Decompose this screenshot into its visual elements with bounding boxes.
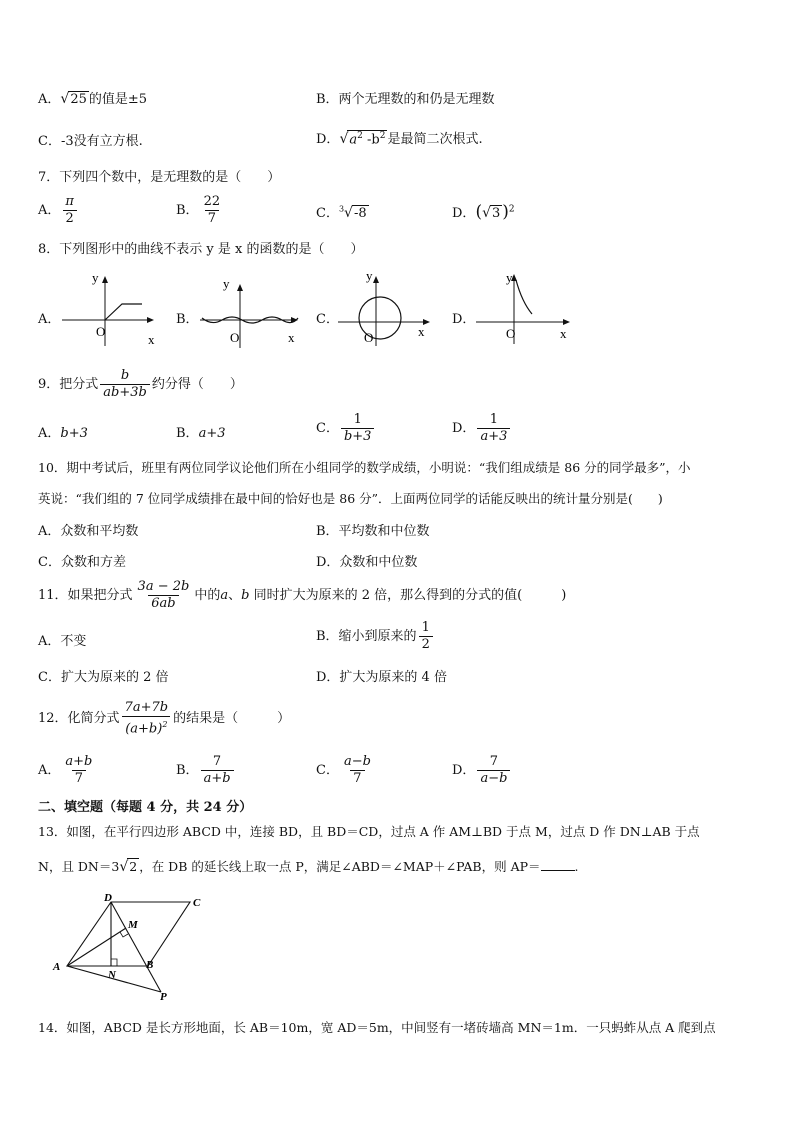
stem-text: 同时扩大为原来的 2 倍，那么得到的分式的值( ) <box>249 588 567 603</box>
numerator: a+b <box>65 754 93 769</box>
exp: 2 <box>357 130 363 141</box>
right-angle-m <box>120 932 128 937</box>
exp: 2 <box>379 130 386 141</box>
label-b: B <box>146 959 154 971</box>
cbrt-symbol: √ <box>344 205 353 221</box>
origin-label: O <box>364 330 374 345</box>
fraction <box>341 412 375 445</box>
stem-text: ，在 DB 的延长线上取一点 P，满足∠ABD＝∠MAP＋∠PAB，则 AP＝ <box>139 859 541 874</box>
fraction <box>62 754 95 787</box>
numerator: 1 <box>489 412 499 427</box>
option-label: C． <box>316 421 339 436</box>
origin-label: O <box>230 330 240 345</box>
sqrt-symbol: √ <box>482 205 491 221</box>
label-d: D <box>104 892 112 904</box>
q10-line2: 英说：“我们组的 7 位同学成绩排在最中间的恰好也是 86 分”．上面两位同学的话能反映出的统计量分别是( ) <box>38 491 663 506</box>
denominator: 7 <box>205 210 219 227</box>
exp: 2 <box>508 204 515 215</box>
radicand: 25 <box>70 92 87 107</box>
q13-figure <box>50 890 220 1006</box>
fraction <box>341 754 374 787</box>
curve <box>105 304 142 320</box>
stem-text: 约分得（ ） <box>151 377 243 392</box>
stem-text: N，且 DN＝ <box>38 859 112 874</box>
option-label: D． <box>452 206 476 221</box>
q8-label-b: B． <box>176 312 199 327</box>
q8-label-a: A． <box>38 312 61 327</box>
q7-option-b <box>176 194 225 227</box>
curve <box>516 280 532 314</box>
origin-label: O <box>506 326 516 341</box>
q10-option-b: B．平均数和中位数 <box>316 524 430 539</box>
q6-option-a <box>38 88 147 107</box>
fraction <box>477 412 510 445</box>
numerator: 1 <box>421 620 430 635</box>
q6-option-c: C．-3没有立方根. <box>38 134 143 149</box>
answer-blank[interactable] <box>541 858 575 871</box>
option-label: A． <box>38 763 61 778</box>
minus-b: -b <box>362 132 380 147</box>
q12-option-a <box>38 754 97 787</box>
label-c: C <box>193 897 201 909</box>
separator: 、 <box>228 588 242 603</box>
option-label: B． <box>176 763 199 778</box>
radicand: -8 <box>353 206 367 221</box>
q9-stem <box>38 368 243 401</box>
q8-stem: 8．下列图形中的曲线不表示 y 是 x 的函数的是（ ） <box>38 242 364 257</box>
q7-stem: 7．下列四个数中，是无理数的是（ ） <box>38 170 281 185</box>
label-m: M <box>128 919 138 931</box>
sqrt-symbol: √ <box>60 91 70 107</box>
segment-dp <box>111 902 161 992</box>
option-label: B． <box>176 426 199 441</box>
option-value: b+3 <box>60 426 88 441</box>
q7-option-d <box>452 202 515 222</box>
x-arrow <box>563 319 570 325</box>
x-label: x <box>418 324 425 339</box>
q11-stem <box>38 579 566 612</box>
q10-option-d: D．众数和中位数 <box>316 555 418 570</box>
q6-option-d <box>316 128 483 147</box>
option-label: A． <box>38 426 61 441</box>
denominator: 2 <box>419 636 433 653</box>
stem-text: 11．如果把分式 <box>38 588 133 603</box>
q7-option-a <box>38 194 79 227</box>
x-label: x <box>288 330 295 345</box>
q9-option-a <box>38 422 88 441</box>
denominator: 7 <box>350 770 364 787</box>
q8-label-d: D． <box>452 312 476 327</box>
q8-label-c: C． <box>316 312 339 327</box>
y-label: y <box>366 268 373 283</box>
paren-open: ( <box>475 202 483 222</box>
q11-option-c: C．扩大为原来的 2 倍 <box>38 670 169 685</box>
y-arrow <box>237 284 243 291</box>
denominator: 6ab <box>148 595 178 612</box>
option-label: D． <box>452 421 476 436</box>
radicand: 2 <box>129 859 138 874</box>
origin-label: O <box>96 324 106 339</box>
y-label: y <box>92 270 99 285</box>
denominator: a+b <box>201 770 234 787</box>
section-title: 二、填空题（每题 4 分，共 24 分） <box>38 800 253 815</box>
q7-option-c <box>316 202 369 221</box>
fraction <box>135 579 193 612</box>
q12-stem <box>38 700 290 737</box>
denominator: a+3 <box>477 428 510 445</box>
q13-line1: 13．如图，在平行四边形 ABCD 中，连接 BD，且 BD＝CD，过点 A 作 AM⊥BD 于点 M，过点 D 作 DN⊥AB 于点 <box>38 824 700 839</box>
y-label: y <box>223 276 230 291</box>
denominator: b+3 <box>341 428 375 445</box>
x-label: x <box>560 326 567 341</box>
exp: 2 <box>162 720 168 729</box>
numerator: b <box>120 368 130 383</box>
q8-graph-d <box>474 268 578 346</box>
fraction <box>62 194 77 227</box>
q12-option-c <box>316 754 376 787</box>
var-a: a <box>349 132 358 147</box>
q12-option-d <box>452 754 512 787</box>
x-label: x <box>148 332 155 347</box>
numerator: 1 <box>353 412 362 427</box>
q11-option-d: D．扩大为原来的 4 倍 <box>316 670 447 685</box>
option-text: 是最简二次根式. <box>387 132 483 147</box>
x-arrow <box>147 317 154 323</box>
q10-line1: 10．期中考试后，班里有两位同学议论他们所在小组同学的数学成绩，小明说：“我们组成绩是 86 分的同学最多”，小 <box>38 460 691 475</box>
q10-option-a: A．众数和平均数 <box>38 524 139 539</box>
fraction <box>122 700 172 737</box>
q9-option-b <box>176 422 225 441</box>
option-label: C． <box>316 206 339 221</box>
option-label: D． <box>452 763 476 778</box>
stem-text: 9．把分式 <box>38 377 99 392</box>
radicand <box>347 130 387 147</box>
numerator: π <box>65 194 74 209</box>
q12-option-b <box>176 754 236 787</box>
q11-option-a: A．不变 <box>38 634 87 649</box>
radicand: 3 <box>492 206 501 221</box>
numerator: 7 <box>212 754 222 769</box>
q6-option-b: B．两个无理数的和仍是无理数 <box>316 92 495 107</box>
label-p: P <box>160 991 167 1003</box>
y-label: y <box>506 270 513 285</box>
coef: 3 <box>111 859 120 874</box>
denominator: 2 <box>63 210 77 227</box>
denominator <box>122 716 170 737</box>
numerator: 3a − 2b <box>137 579 190 594</box>
fraction <box>477 754 510 787</box>
q11-option-b <box>316 620 435 653</box>
option-text: B．缩小到原来的 <box>316 629 417 644</box>
option-label: A． <box>38 92 61 107</box>
q9-option-c <box>316 412 376 445</box>
sqrt-symbol: √ <box>339 131 349 147</box>
stem-text: 的结果是（ ） <box>173 711 291 727</box>
q13-line2 <box>38 857 579 875</box>
y-arrow <box>102 276 108 283</box>
option-label: D． <box>316 132 340 147</box>
paren-close: ) <box>502 202 509 222</box>
stem-text: . <box>574 859 579 874</box>
option-value: a+3 <box>198 426 226 441</box>
q8-graph-b <box>198 274 304 350</box>
q14-line1: 14．如图，ABCD 是长方形地面，长 AB＝10m，宽 AD＝5m，中间竖有一堵砖墙高 MN＝1m．一只蚂蚱从点 A 爬到点 <box>38 1020 716 1035</box>
fraction <box>201 194 224 227</box>
y-arrow <box>373 276 379 283</box>
fraction <box>100 368 150 401</box>
label-n: N <box>108 969 116 981</box>
q8-graph-c <box>336 266 436 348</box>
fraction <box>419 620 433 653</box>
denominator: a−b <box>477 770 510 787</box>
label-a: A <box>53 961 61 973</box>
q8-graph-a <box>60 268 160 348</box>
stem-text: 中的 <box>194 588 221 603</box>
option-label: C． <box>316 763 339 778</box>
right-angle-n <box>111 959 117 966</box>
numerator: 7 <box>489 754 499 769</box>
numerator: 22 <box>203 194 221 209</box>
q9-option-d <box>452 412 512 445</box>
option-text: 的值是±5 <box>88 92 148 107</box>
root-index: 3 <box>338 204 345 214</box>
option-label: B． <box>176 203 199 218</box>
numerator: 7a+7b <box>124 700 169 715</box>
fraction <box>201 754 234 787</box>
denominator: 7 <box>72 770 86 787</box>
numerator: a−b <box>343 754 371 769</box>
option-label: A． <box>38 203 61 218</box>
sqrt-symbol: √ <box>119 859 129 875</box>
var-b: b <box>241 588 250 603</box>
var-a: a <box>220 588 229 603</box>
stem-text: 12．化简分式 <box>38 711 120 727</box>
q10-option-c: C．众数和方差 <box>38 555 126 570</box>
denominator: ab+3b <box>100 384 150 401</box>
denominator-base: (a+b) <box>125 721 163 737</box>
